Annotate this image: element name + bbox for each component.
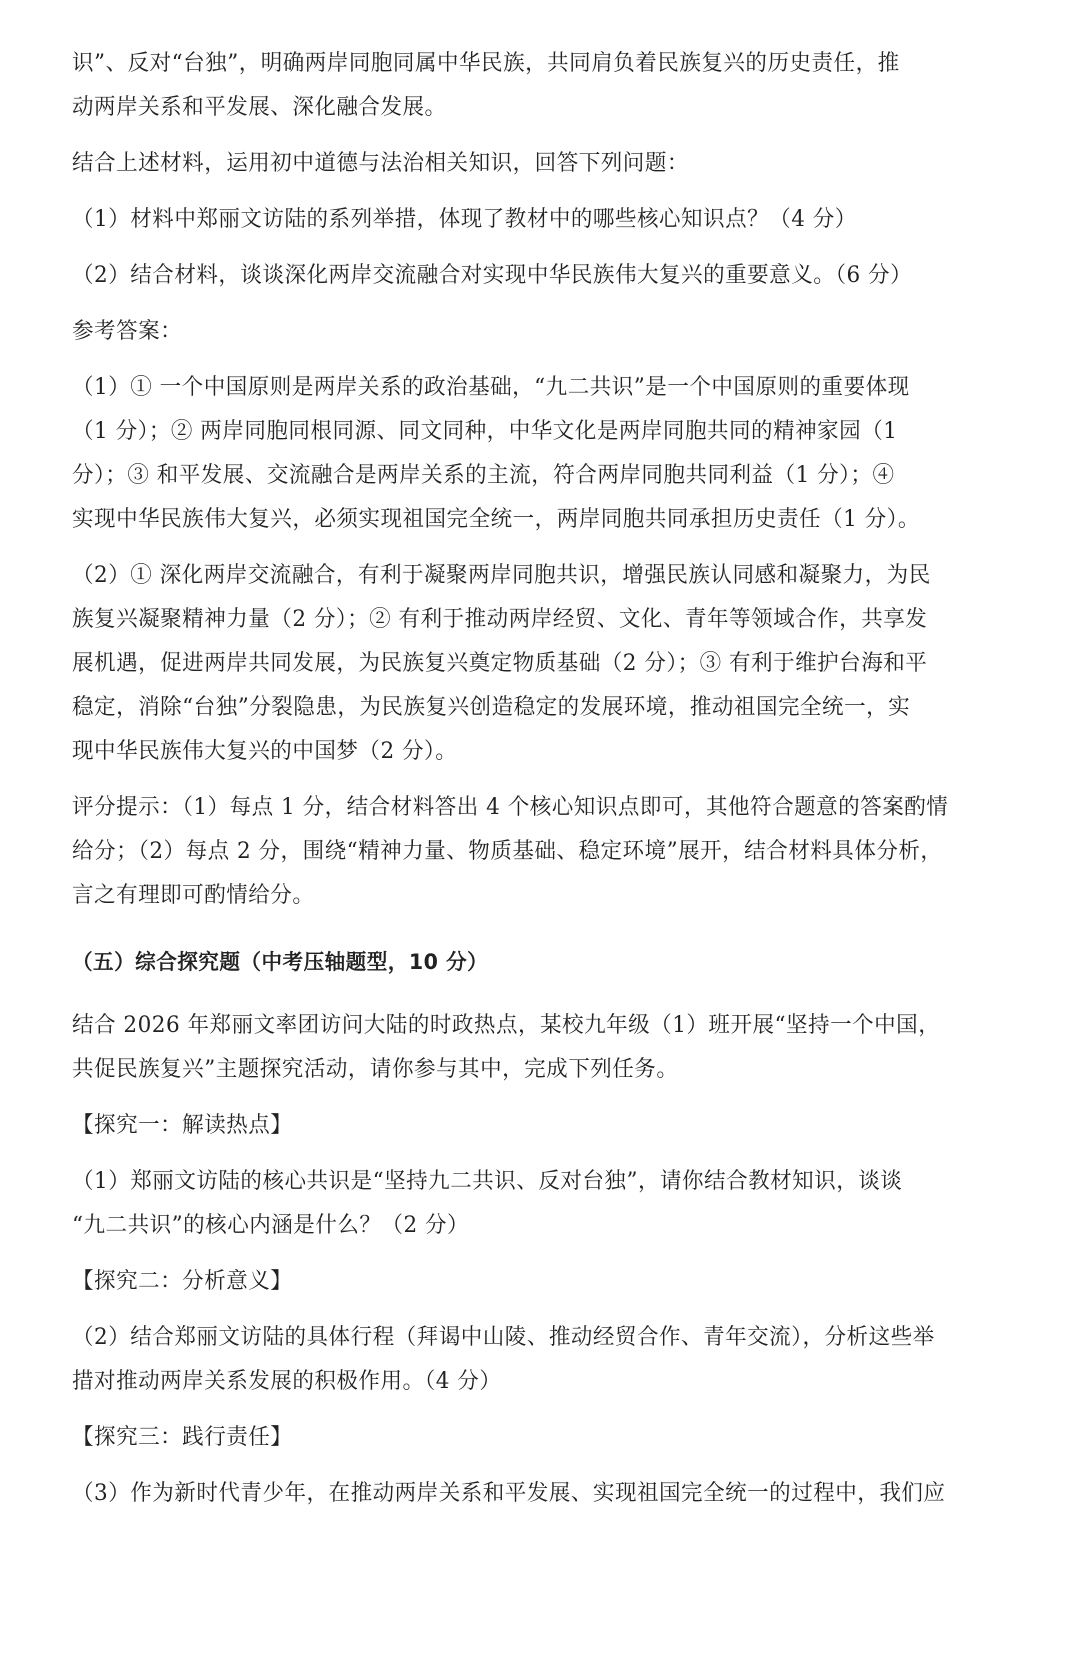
- text-line: 动两岸关系和平发展、深化融合发展。: [72, 95, 447, 120]
- text-line: 【探究一：解读热点】: [72, 1113, 293, 1138]
- text-line: 展机遇，促进两岸共同发展，为民族复兴奠定物质基础（2 分）；③ 有利于维护台海和平: [72, 651, 928, 676]
- text-line: 族复兴凝聚精神力量（2 分）；② 有利于推动两岸经贸、文化、青年等领域合作，共享发: [72, 607, 928, 632]
- text-line: （2）结合郑丽文访陆的具体行程（拜谒中山陵、推动经贸合作、青年交流），分析这些举: [72, 1325, 935, 1350]
- instruction-paragraph: [72, 142, 1032, 186]
- intro-continuation-paragraph: [72, 42, 1032, 130]
- text-line: 共促民族复兴”主题探究活动，请你参与其中，完成下列任务。: [72, 1057, 679, 1082]
- text-line: 参考答案：: [72, 319, 183, 344]
- answer-2-paragraph: [72, 554, 1032, 774]
- text-line: 稳定，消除“台独”分裂隐患，为民族复兴创造稳定的发展环境，推动祖国完全统一，实: [72, 695, 911, 720]
- text-line: 结合 2026 年郑丽文率团访问大陆的时政热点，某校九年级（1）班开展“坚持一个中国，: [72, 1013, 941, 1038]
- inquiry-2-title: [72, 1260, 1032, 1304]
- text-line: “九二共识”的核心内涵是什么？（2 分）: [72, 1213, 470, 1238]
- text-line: 给分；（2）每点 2 分，围绕“精神力量、物质基础、稳定环境”展开，结合材料具体分析，: [72, 839, 943, 864]
- answer-1-paragraph: [72, 366, 1032, 542]
- question-1: [72, 198, 1032, 242]
- inquiry-3-title: [72, 1416, 1032, 1460]
- text-line: 【探究三：践行责任】: [72, 1425, 293, 1450]
- text-line: （1 分）；② 两岸同胞同根同源、同文同种，中华文化是两岸同胞共同的精神家园（1: [72, 419, 898, 444]
- answer-label: [72, 310, 1032, 354]
- scoring-tips-paragraph: [72, 786, 1032, 918]
- section-intro-paragraph: [72, 1004, 1032, 1092]
- text-line: 结合上述材料，运用初中道德与法治相关知识，回答下列问题：: [72, 151, 689, 176]
- text-line: 现中华民族伟大复兴的中国梦（2 分）。: [72, 739, 458, 764]
- inquiry-3-question: [72, 1472, 1032, 1516]
- text-line: （1）① 一个中国原则是两岸关系的政治基础，“九二共识”是一个中国原则的重要体现: [72, 375, 910, 400]
- section-heading: [72, 940, 1032, 984]
- text-line: 实现中华民族伟大复兴，必须实现祖国完全统一，两岸同胞共同承担历史责任（1 分）。: [72, 507, 920, 532]
- question-2: [72, 254, 1032, 298]
- text-line: （2）① 深化两岸交流融合，有利于凝聚两岸同胞共识，增强民族认同感和凝聚力，为民: [72, 563, 931, 588]
- text-line: （五）综合探究题（中考压轴题型，10 分）: [72, 950, 489, 974]
- text-line: 识”、反对“台独”，明确两岸同胞同属中华民族，共同肩负着民族复兴的历史责任，推: [72, 51, 900, 76]
- text-line: （3）作为新时代青少年，在推动两岸关系和平发展、实现祖国完全统一的过程中，我们应: [72, 1481, 946, 1506]
- inquiry-1-title: [72, 1104, 1032, 1148]
- text-line: （1）郑丽文访陆的核心共识是“坚持九二共识、反对台独”，请你结合教材知识，谈谈: [72, 1169, 903, 1194]
- text-line: 措对推动两岸关系发展的积极作用。（4 分）: [72, 1369, 502, 1394]
- text-line: 【探究二：分析意义】: [72, 1269, 293, 1294]
- text-line: （1）材料中郑丽文访陆的系列举措，体现了教材中的哪些核心知识点？（4 分）: [72, 207, 857, 232]
- text-line: 评分提示：（1）每点 1 分，结合材料答出 4 个核心知识点即可，其他符合题意的答案酌情: [72, 795, 949, 820]
- text-line: 言之有理即可酌情给分。: [72, 883, 315, 908]
- inquiry-1-question: [72, 1160, 1032, 1248]
- inquiry-2-question: [72, 1316, 1032, 1404]
- text-line: 分）；③ 和平发展、交流融合是两岸关系的主流，符合两岸同胞共同利益（1 分）；④: [72, 463, 895, 488]
- text-line: （2）结合材料，谈谈深化两岸交流融合对实现中华民族伟大复兴的重要意义。（6 分）: [72, 263, 913, 288]
